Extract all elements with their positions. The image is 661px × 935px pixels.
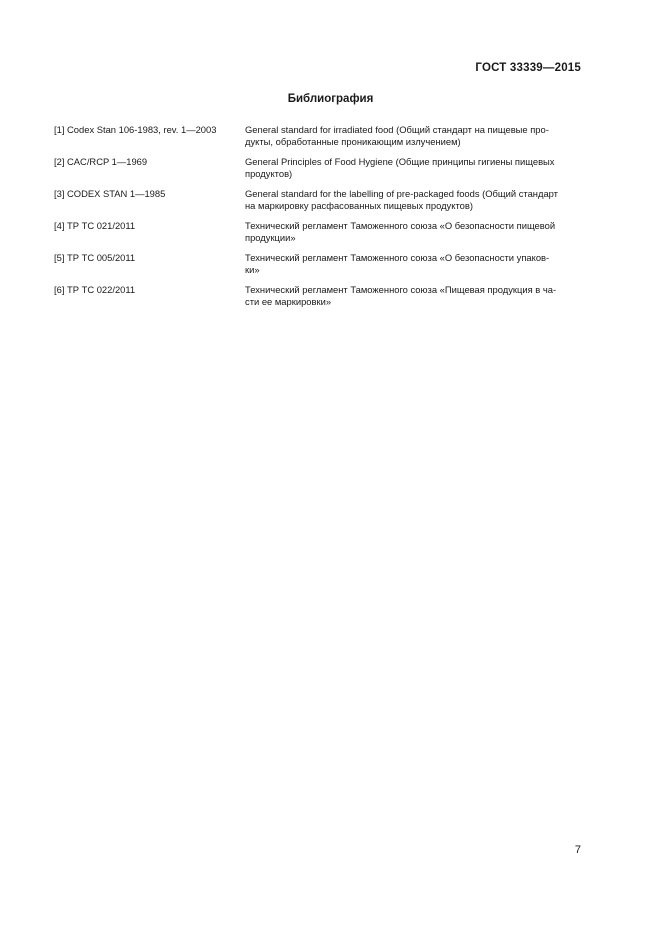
description-line: продукции» — [245, 232, 296, 243]
description-line: на маркировку расфасованных пищевых продуктов) — [245, 200, 473, 211]
bibliography-description — [245, 284, 582, 308]
bibliography-entry — [54, 284, 582, 308]
description-line: General standard for the labelling of pre-packaged foods (Общий стандарт — [245, 188, 558, 199]
description-line: продуктов) — [245, 168, 293, 179]
bibliography-entry — [54, 156, 582, 180]
bibliography-entry — [54, 220, 582, 244]
bibliography-reference: [3] CODEX STAN 1—1985 — [54, 188, 166, 199]
bibliography-reference: [5] ТР ТС 005/2011 — [54, 252, 136, 263]
bibliography-entry — [54, 124, 582, 148]
bibliography-entry — [54, 252, 582, 276]
description-line: Технический регламент Таможенного союза «О безопасности упаков- — [245, 252, 550, 263]
bibliography-entry — [54, 188, 582, 212]
bibliography-description — [245, 220, 582, 244]
bibliography-list — [54, 124, 582, 316]
description-line: Технический регламент Таможенного союза «О безопасности пищевой — [245, 220, 556, 231]
description-line: General Principles of Food Hygiene (Общие принципы гигиены пищевых — [245, 156, 555, 167]
description-line: ки» — [245, 264, 260, 275]
standard-code: ГОСТ 33339—2015 — [475, 62, 581, 74]
bibliography-description — [245, 252, 582, 276]
bibliography-description — [245, 124, 582, 148]
bibliography-reference: [2] CAC/RCP 1—1969 — [54, 156, 148, 167]
description-line: сти ее маркировки» — [245, 296, 332, 307]
description-line: General standard for irradiated food (Общий стандарт на пищевые про- — [245, 124, 549, 135]
bibliography-reference: [4] ТР ТС 021/2011 — [54, 220, 136, 231]
bibliography-description — [245, 156, 582, 180]
page-title: Библиография — [287, 93, 374, 105]
bibliography-reference: [1] Codex Stan 106-1983, rev. 1—2003 — [54, 124, 217, 135]
bibliography-reference: [6] ТР ТС 022/2011 — [54, 284, 136, 295]
bibliography-description — [245, 188, 582, 212]
description-line: дукты, обработанные проникающим излучением) — [245, 136, 461, 147]
description-line: Технический регламент Таможенного союза «Пищевая продукция в ча- — [245, 284, 557, 295]
page-number: 7 — [574, 844, 581, 856]
